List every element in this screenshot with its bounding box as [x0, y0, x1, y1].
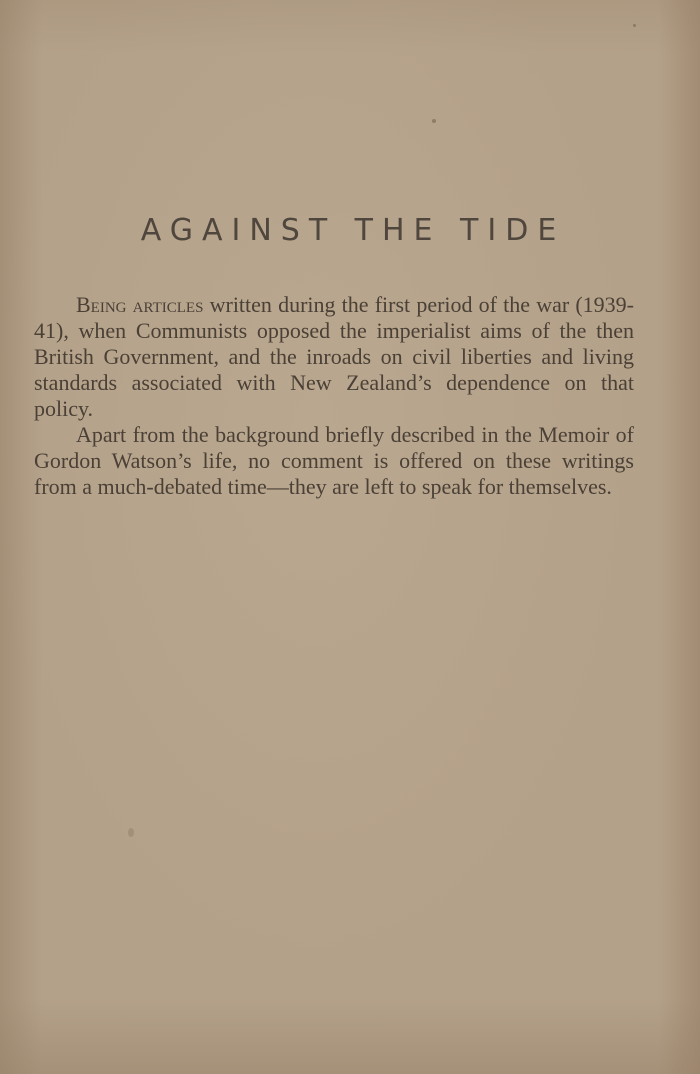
page-title: AGAINST THE TIDE [140, 213, 566, 248]
ink-speck [128, 828, 134, 837]
body-text [34, 292, 634, 500]
ink-speck [432, 119, 436, 123]
paragraph-1 [34, 292, 634, 422]
paragraph-1-lead: Being articles [76, 292, 204, 317]
paragraph-1-rest: written during the first period of the war (1939-41), when Communists opposed the imperialist aims of the then British Government, and the inroads on civil liberties and living standards associated with New Zealand’s dependence on that policy. [34, 292, 635, 421]
ink-speck [633, 24, 636, 27]
paragraph-2: Apart from the background briefly described in the Memoir of Gordon Watson’s life, no comment is offered on these writings from a much-debated time—they are left to speak for themselves. [34, 422, 634, 499]
